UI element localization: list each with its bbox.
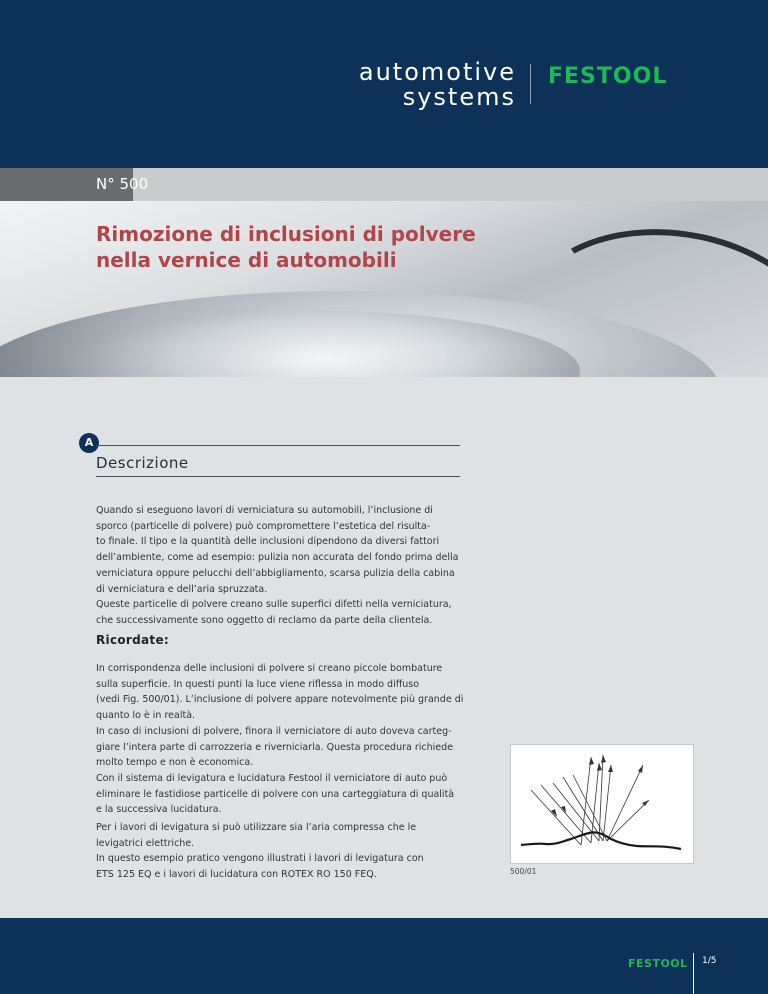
remember-line: Con il sistema di levigatura e lucidatura Festool il verniciatore di auto può <box>96 772 448 784</box>
page-title <box>96 221 536 273</box>
tools-paragraph <box>96 820 466 883</box>
remember-line: molto tempo e non è economica. <box>96 757 254 769</box>
remember-line: sulla superficie. In questi punti la luce viene riflessa in modo diffuso <box>96 678 420 690</box>
remember-line: (vedi Fig. 500/01). L’inclusione di polvere appare notevolmente più grande di <box>96 694 464 706</box>
title-line-1: Rimozione di inclusioni di polvere <box>96 222 476 246</box>
remember-paragraph <box>96 661 466 818</box>
document-number: N° 500 <box>96 175 149 193</box>
intro-line: che successivamente sono oggetto di reclamo da parte della clientela. <box>96 614 433 626</box>
remember-line: eliminare le fastidiose particelle di polvere con una carteggiatura di qualità <box>96 788 455 800</box>
remember-line: e la successiva lucidatura. <box>96 804 222 816</box>
intro-line: to finale. Il tipo e la quantità delle inclusioni dipendono da diversi fattori <box>96 536 440 548</box>
document-number-bar <box>0 168 768 201</box>
footer-band <box>0 918 768 994</box>
remember-line: quanto lo è in realtà. <box>96 710 196 722</box>
footer-divider <box>693 953 694 994</box>
figure-light-reflection <box>510 744 694 864</box>
tools-line: ETS 125 EQ e i lavori di lucidatura con ROTEX RO 150 FEQ. <box>96 869 377 881</box>
intro-line: dell’ambiente, come ad esempio: pulizia non accurata del fondo prima della <box>96 552 459 564</box>
paint-surface <box>521 832 681 849</box>
intro-line: di verniciatura e dell’aria spruzzata. <box>96 583 268 595</box>
page-number: 1/5 <box>702 956 717 966</box>
remember-line: In corrispondenza delle inclusioni di polvere si creano piccole bombature <box>96 663 443 674</box>
intro-line: sporco (particelle di polvere) può compromettere l’estetica del risulta- <box>96 520 431 532</box>
section-title: Descrizione <box>96 454 189 472</box>
footer-festool-logo: FESTOOL <box>628 957 688 970</box>
section-badge: A <box>79 433 99 453</box>
brand-line-1: automotive <box>358 58 516 86</box>
header-band <box>0 0 768 168</box>
intro-line: verniciatura oppure pelucchi dell’abbigliamento, scarsa pulizia della cabina <box>96 567 455 579</box>
figure-caption: 500/01 <box>510 867 537 876</box>
brand-line-2: systems <box>402 83 516 111</box>
intro-line: Queste particelle di polvere creano sulle superfici difetti nella verniciatura, <box>96 599 452 611</box>
title-line-2: nella vernice di automobili <box>96 248 397 272</box>
intro-line: Quando si eseguono lavori di verniciatura su automobili, l’inclusione di <box>96 505 433 516</box>
brand-wordmark <box>326 60 516 110</box>
intro-paragraph <box>96 503 466 629</box>
festool-logo: FESTOOL <box>548 64 668 89</box>
tools-line: In questo esempio pratico vengono illustrati i lavori di levigatura con <box>96 853 424 865</box>
tools-line: levigatrici elettriche. <box>96 837 195 849</box>
tools-line: Per i lavori di levigatura si può utilizzare sia l’aria compressa che le <box>96 822 417 833</box>
remember-heading: Ricordate: <box>96 633 169 647</box>
section-rule-bottom <box>96 476 460 477</box>
remember-line: giare l’intera parte di carrozzeria e riverniciarla. Questa procedura richiede <box>96 741 454 753</box>
reflection-diagram <box>511 745 693 863</box>
hero-headlight-rim <box>504 206 768 377</box>
section-rule-top <box>96 445 460 446</box>
brand-divider <box>530 64 531 104</box>
remember-line: In caso di inclusioni di polvere, finora il verniciatore di auto doveva carteg- <box>96 725 452 737</box>
